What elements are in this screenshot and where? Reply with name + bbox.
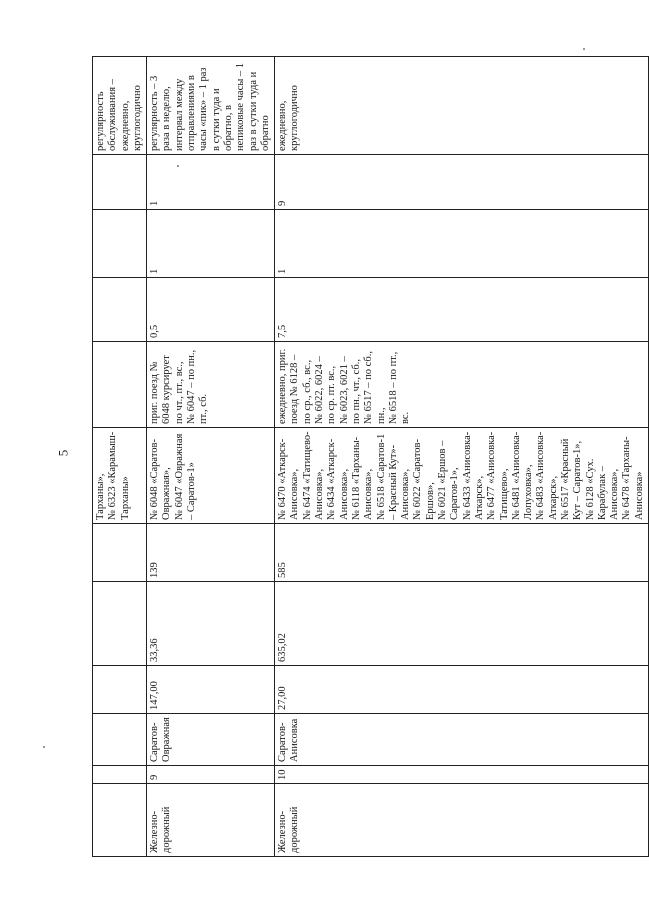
cell-c8: 7,5 (275, 278, 649, 342)
cell-c8: 0,5 (147, 278, 275, 342)
cell-c4 (93, 582, 147, 666)
table-row (147, 57, 275, 857)
cell-c5: 139 (147, 524, 275, 582)
cell-c5: 585 (275, 524, 649, 582)
cell-trains: № 6470 «Аткарск-Анисовка», № 6474 «Татищево-Анисовка», № 6434 «Аткарск-Анисовка», № 6118 «Тарханы-Анисовка», № 6518 «Саратов-1 – Красный Кут»-Анисовка», № 6022 «Саратов-Ершов», № 6021 «Ершов – Саратов-1», № 6433 «Анисовка-Аткарск», № 6477 «Анисовка-Татищево», № 6481 «Анисовка-Лопуховка», № 6483 «Анисовка-Аткарск», № 6517 «Красный Кут – Саратов-1», № 6128 «Сух. Карабулак – Анисовка», № 6478 «Тарханы-Анисовка» (275, 428, 649, 524)
cell-c10 (93, 155, 147, 210)
cell-c4: 33,36 (147, 582, 275, 666)
scan-speck (43, 746, 45, 748)
cell-regularity: регулярность – 3 раза в неделю, интервал между отправлениями в часы «пик» – 1 раз в сутки туда и обратно, в непиковые часы – 1 раз в сутки туда и обратно (147, 57, 275, 155)
cell-c8 (93, 278, 147, 342)
cell-trains: № 6048 «Саратов-Овражная», № 6047 «Овражная – Саратов-1» (147, 428, 275, 524)
cell-trains: Тарханы», № 6323 «Карамыш-Тарханы» (93, 428, 147, 524)
cell-c4: 635,02 (275, 582, 649, 666)
table-row (93, 57, 147, 857)
cell-route (93, 714, 147, 766)
cell-length: 147,00 (147, 666, 275, 714)
cell-length: 27,00 (275, 666, 649, 714)
cell-c9 (93, 210, 147, 278)
cell-schedule: приг. поезд № 6048 курсирует по чт., пт., вс., № 6047 – по пн., пт., сб. (147, 342, 275, 428)
cell-route: Саратов-Овражная (147, 714, 275, 766)
cell-length (93, 666, 147, 714)
cell-num: 9 (147, 766, 275, 784)
rotated-table-sheet (92, 57, 645, 857)
scan-speck (583, 48, 585, 50)
table-row (275, 57, 649, 857)
cell-type: Железно-дорожный (147, 784, 275, 857)
cell-type: Железно-дорожный (275, 784, 649, 857)
cell-c10: 9 (275, 155, 649, 210)
cell-c9: 1 (147, 210, 275, 278)
cell-c9: 1 (275, 210, 649, 278)
cell-regularity: регулярность обслуживания – ежедневно, круглогодично (93, 57, 147, 155)
cell-schedule: ежедневно, приг. поезд № 6128 – по ср., сб., вс., № 6022, 6024 – по ср. пт. вс., № 6023, 6021 – по пн., чт., сб., № 6517 – по сб., пн., № 6518 – по пт., вс. (275, 342, 649, 428)
cell-schedule (93, 342, 147, 428)
cell-c10: 1 (147, 155, 275, 210)
cell-route: Саратов-Анисовка (275, 714, 649, 766)
cell-type (93, 784, 147, 857)
cell-c5 (93, 524, 147, 582)
cell-num: 10 (275, 766, 649, 784)
cell-num (93, 766, 147, 784)
cell-regularity: ежедневно, круглогодично (275, 57, 649, 155)
page-number: 5 (55, 449, 71, 457)
routes-table (92, 56, 649, 857)
